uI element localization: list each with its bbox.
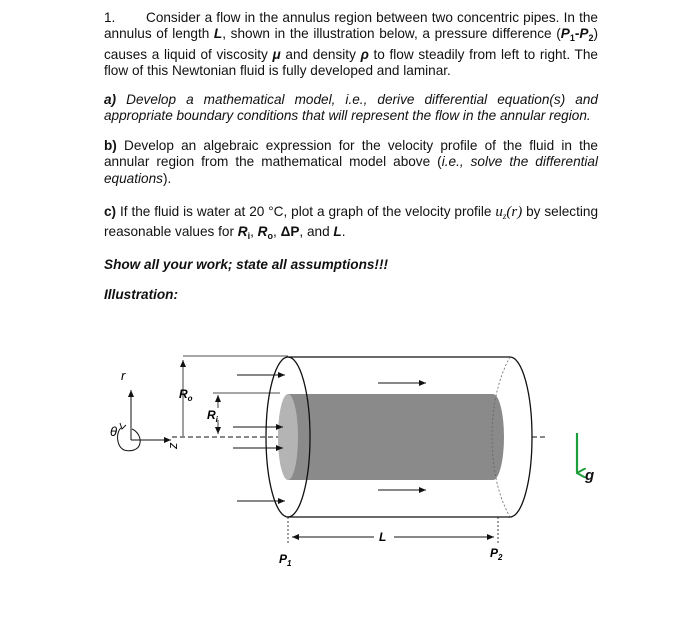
part-a: a) Develop a mathematical model, i.e., derive differential equation(s) and appropriate boundary conditions that will represent the flow in the annular region. — [104, 92, 598, 124]
coordinate-axes — [110, 368, 180, 451]
inner-pipe — [278, 394, 504, 480]
part-b-label: b) — [104, 138, 117, 153]
radius-dimensions — [179, 356, 288, 436]
inner-pipe-body — [288, 394, 493, 480]
inner-pipe-end — [482, 394, 504, 480]
length-label: L — [379, 530, 387, 544]
length-dimension — [279, 517, 503, 568]
theta-label: θ — [110, 424, 118, 439]
z-axis-label: z — [165, 442, 180, 449]
theta-rotation-arrow — [118, 428, 141, 451]
problem-number: 1. — [104, 10, 116, 25]
part-b: b) Develop an algebraic expression for the velocity profile of the fluid in the annular region from the mathematical model above (i.e., solve the differential equations). — [104, 138, 599, 186]
r-axis-label: r — [121, 368, 126, 383]
problem-intro: 1. Consider a flow in the annulus region between two concentric pipes. In the annulus of length L, shown in the illustration below, a pressure difference $(P_1-P_2)$ causes a liquid of viscosity μ and density ρ to flow steadily from left to right. The flow of this Newtonian fluid is fully developed and laminar. — [104, 10, 598, 79]
illustration-label: Illustration: — [104, 287, 179, 302]
part-a-label: a) — [104, 92, 117, 107]
inner-pipe-face — [278, 394, 298, 480]
p1-label: $P_1$ — [279, 552, 292, 568]
ri-label: $R_i$ — [207, 408, 218, 424]
p2-label: $P_2$ — [490, 546, 503, 562]
show-work-note: Show all your work; state all assumptions!!! — [104, 257, 389, 272]
ro-label: $R_o$ — [179, 387, 193, 403]
gravity-label: g — [585, 467, 595, 484]
part-c-label: c) — [104, 204, 117, 219]
part-c: c) If the fluid is water at 20 °C, plot a graph of the velocity profile $u_z(r)$ by selecting reasonable values for $R_i$, $R_o$, ΔP, and L. — [104, 204, 599, 242]
gravity-indicator — [577, 433, 594, 484]
